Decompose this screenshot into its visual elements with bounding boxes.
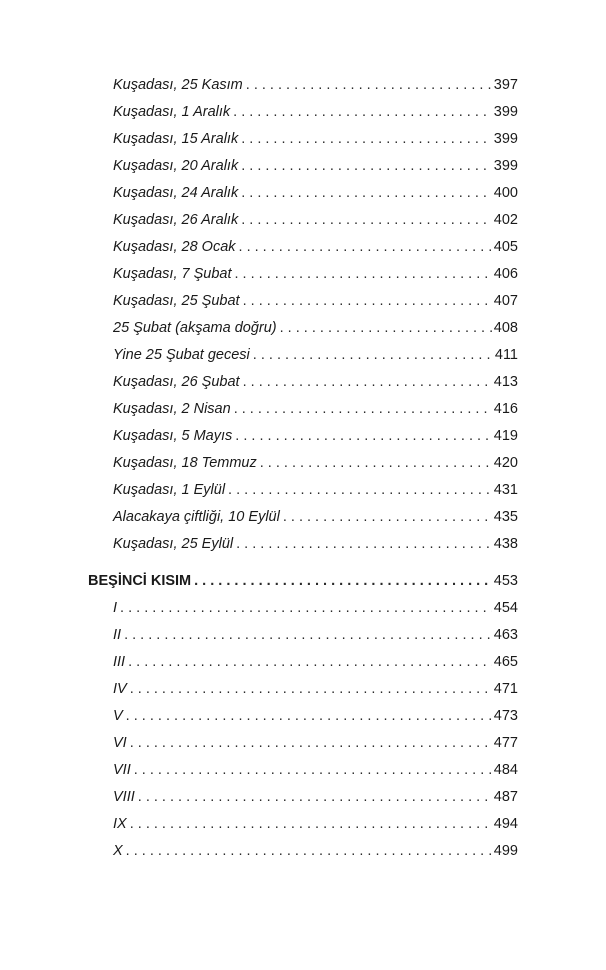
toc-entry-page: 416 <box>493 401 518 417</box>
toc-entry <box>113 759 518 781</box>
toc-entry-title: VI <box>113 735 127 751</box>
toc-entry-title: Kuşadası, 15 Aralık <box>113 131 239 147</box>
part-title: BEŞİNCİ KISIM <box>88 573 192 589</box>
dot-leader <box>130 813 492 835</box>
dot-leader <box>126 705 492 727</box>
toc-entry-title: Kuşadası, 26 Aralık <box>113 212 239 228</box>
dot-leader <box>130 732 492 754</box>
dot-leader <box>130 678 492 700</box>
toc-entry-title: VII <box>113 762 131 778</box>
toc-entry-title: Kuşadası, 1 Eylül <box>113 482 226 498</box>
toc-entry-title: Alacakaya çiftliği, 10 Eylül <box>113 509 280 525</box>
toc-entry <box>113 317 518 339</box>
toc-entry <box>113 263 518 285</box>
toc-entry-title: Kuşadası, 24 Aralık <box>113 185 239 201</box>
toc-entry <box>113 840 518 862</box>
toc-entry <box>113 452 518 474</box>
toc-entry <box>113 371 518 393</box>
toc-entry-title: III <box>113 654 126 670</box>
toc-entry <box>113 624 518 646</box>
toc-entry-page: 499 <box>493 843 518 859</box>
toc-entry-page: 407 <box>493 293 518 309</box>
toc-entry-page: 463 <box>493 627 518 643</box>
dot-leader <box>260 452 492 474</box>
toc-entry <box>113 651 518 673</box>
dot-leader <box>234 398 492 420</box>
toc-entry <box>113 74 518 96</box>
dot-leader <box>235 263 492 285</box>
toc-entry-title: Yine 25 Şubat gecesi <box>113 347 250 363</box>
toc-entry-title: Kuşadası, 1 Aralık <box>113 104 231 120</box>
toc-entry <box>113 398 518 420</box>
dot-leader <box>253 344 493 366</box>
dot-leader <box>280 317 492 339</box>
dot-leader <box>241 209 492 231</box>
toc-entry <box>113 506 518 528</box>
toc-entry-page: 465 <box>493 654 518 670</box>
toc-entry <box>113 209 518 231</box>
dot-leader <box>126 840 492 862</box>
toc-entry-page: 454 <box>493 600 518 616</box>
toc-entry-title: Kuşadası, 25 Şubat <box>113 293 240 309</box>
toc-entry <box>113 705 518 727</box>
toc-entry <box>113 128 518 150</box>
toc-entry-title: Kuşadası, 26 Şubat <box>113 374 240 390</box>
dot-leader <box>194 570 492 592</box>
toc-entry-title: VIII <box>113 789 135 805</box>
toc-entry-page: 397 <box>493 77 518 93</box>
toc-entry-page: 408 <box>493 320 518 336</box>
toc-entry <box>113 290 518 312</box>
toc-entry-page: 400 <box>493 185 518 201</box>
dot-leader <box>243 290 492 312</box>
toc-entry-page: 477 <box>493 735 518 751</box>
toc-entry-page: 399 <box>493 131 518 147</box>
toc-entry-title: Kuşadası, 25 Eylül <box>113 536 234 552</box>
toc-entry-title: V <box>113 708 123 724</box>
toc-entry-title: II <box>113 627 122 643</box>
dot-leader <box>128 651 492 673</box>
toc-entry-page: 438 <box>493 536 518 552</box>
toc-entry-title: Kuşadası, 18 Temmuz <box>113 455 257 471</box>
dot-leader <box>233 101 492 123</box>
dot-leader <box>235 425 492 447</box>
toc-entry-title: IX <box>113 816 127 832</box>
part-page: 453 <box>493 573 518 589</box>
toc-part-heading <box>88 570 518 592</box>
toc-entry-page: 420 <box>493 455 518 471</box>
dot-leader <box>246 74 492 96</box>
toc-entry-page: 487 <box>493 789 518 805</box>
dot-leader <box>138 786 492 808</box>
toc-entry-title: Kuşadası, 5 Mayıs <box>113 428 233 444</box>
toc-entry <box>113 533 518 555</box>
toc-entry-page: 435 <box>493 509 518 525</box>
toc-entry <box>113 479 518 501</box>
toc-entry-page: 471 <box>493 681 518 697</box>
toc-entry-page: 431 <box>493 482 518 498</box>
toc-entry-title: Kuşadası, 20 Aralık <box>113 158 239 174</box>
dot-leader <box>283 506 492 528</box>
toc-entry <box>113 236 518 258</box>
toc-entry-title: X <box>113 843 123 859</box>
toc-entry <box>113 786 518 808</box>
toc-entry-page: 399 <box>493 104 518 120</box>
toc-entry-page: 402 <box>493 212 518 228</box>
dot-leader <box>241 155 492 177</box>
toc-entry <box>113 813 518 835</box>
toc-entry <box>113 597 518 619</box>
dot-leader <box>239 236 492 258</box>
toc-entry-title: Kuşadası, 25 Kasım <box>113 77 243 93</box>
toc-entry <box>113 344 518 366</box>
toc-entry-page: 411 <box>494 347 518 363</box>
dot-leader <box>228 479 492 501</box>
dot-leader <box>236 533 492 555</box>
toc-entry-title: Kuşadası, 7 Şubat <box>113 266 232 282</box>
dot-leader <box>243 371 492 393</box>
toc-entry <box>113 155 518 177</box>
toc-entry-title: Kuşadası, 2 Nisan <box>113 401 231 417</box>
toc-entry <box>113 101 518 123</box>
toc-entry-page: 419 <box>493 428 518 444</box>
dot-leader <box>120 597 492 619</box>
toc-entry-title: Kuşadası, 28 Ocak <box>113 239 236 255</box>
toc-entry-title: I <box>113 600 118 616</box>
dot-leader <box>241 182 492 204</box>
toc-entry-page: 494 <box>493 816 518 832</box>
toc-entry-page: 406 <box>493 266 518 282</box>
toc-entry <box>113 678 518 700</box>
toc-entry-page: 484 <box>493 762 518 778</box>
toc-entry-page: 399 <box>493 158 518 174</box>
toc-entry-page: 473 <box>493 708 518 724</box>
toc-entry-title: 25 Şubat (akşama doğru) <box>113 320 277 336</box>
dot-leader <box>134 759 492 781</box>
toc-entry <box>113 182 518 204</box>
dot-leader <box>124 624 492 646</box>
dot-leader <box>241 128 492 150</box>
toc-entry <box>113 425 518 447</box>
toc-entry-page: 413 <box>493 374 518 390</box>
toc-entry-title: IV <box>113 681 127 697</box>
toc-entry <box>113 732 518 754</box>
toc-entry-page: 405 <box>493 239 518 255</box>
